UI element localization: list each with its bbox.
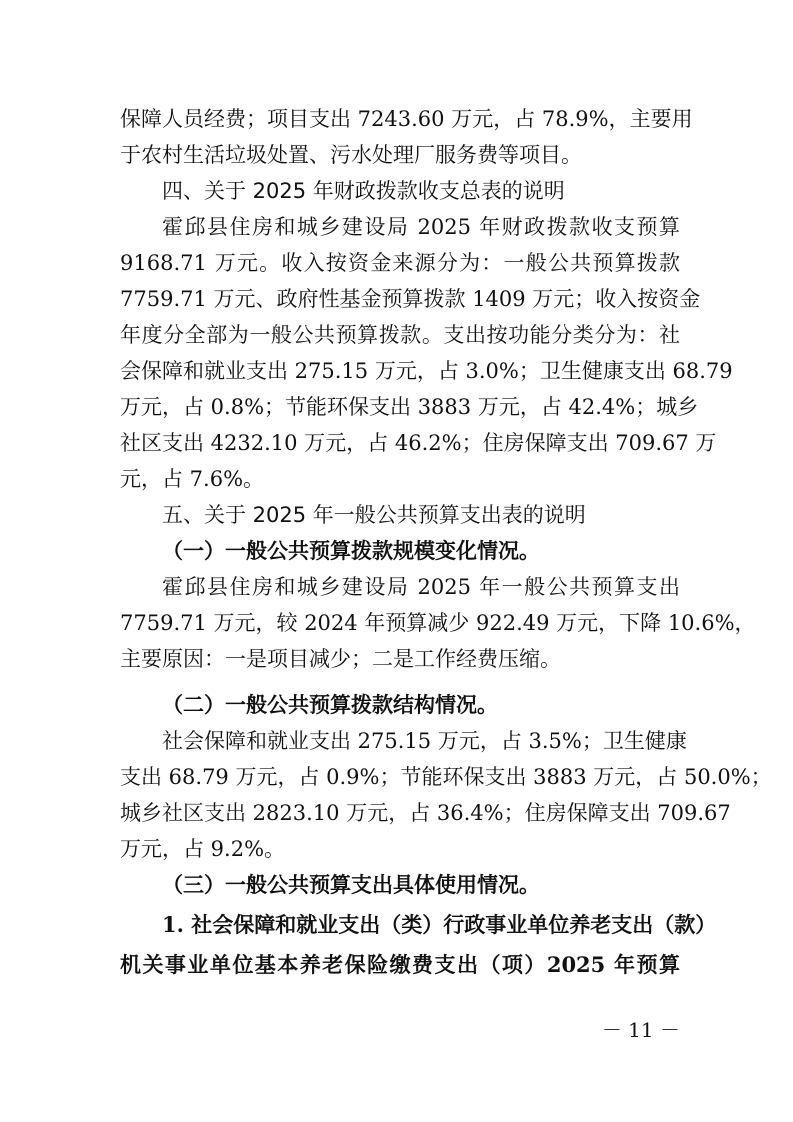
body-text-line: 霍邱县住房和城乡建设局 2025 年财政拨款收支预算 xyxy=(162,215,680,239)
body-text-line: 7759.71 万元，较 2024 年预算减少 922.49 万元，下降 10.6%， xyxy=(120,611,756,635)
body-text-line: 于农村生活垃圾处置、污水处理厂服务费等项目。 xyxy=(120,143,582,167)
body-text-line: 年度分全部为一般公共预算拨款。支出按功能分类分为：社 xyxy=(120,323,680,347)
page-number: － 11 － xyxy=(601,1018,680,1042)
item-heading: 机关事业单位基本养老保险缴费支出（项）2025 年预算 xyxy=(120,952,680,977)
subsection-heading: （二）一般公共预算拨款结构情况。 xyxy=(162,692,498,717)
subsection-heading: （三）一般公共预算支出具体使用情况。 xyxy=(162,872,540,897)
subsection-heading: （一）一般公共预算拨款规模变化情况。 xyxy=(162,538,540,563)
body-text-line: 7759.71 万元、政府性基金预算拨款 1409 万元；收入按资金 xyxy=(120,287,701,311)
body-text-line: 社会保障和就业支出 275.15 万元，占 3.5%；卫生健康 xyxy=(162,729,687,753)
body-text-line: 支出 68.79 万元，占 0.9%；节能环保支出 3883 万元，占 50.0%； xyxy=(120,765,772,789)
section-heading: 五、关于 2025 年一般公共预算支出表的说明 xyxy=(162,503,586,527)
section-heading: 四、关于 2025 年财政拨款收支总表的说明 xyxy=(162,179,565,203)
body-text-line: 会保障和就业支出 275.15 万元，占 3.0%；卫生健康支出 68.79 xyxy=(120,359,733,383)
body-text-line: 万元，占 0.8%；节能环保支出 3883 万元，占 42.4%；城乡 xyxy=(120,395,699,419)
item-heading: 1. 社会保障和就业支出（类）行政事业单位养老支出（款） xyxy=(162,912,717,937)
body-text-line: 城乡社区支出 2823.10 万元，占 36.4%；住房保障支出 709.67 xyxy=(120,801,731,825)
body-text-line: 主要原因：一是项目减少；二是工作经费压缩。 xyxy=(120,647,561,671)
body-text-line: 万元，占 9.2%。 xyxy=(120,837,286,861)
body-text-line: 保障人员经费；项目支出 7243.60 万元，占 78.9%，主要用 xyxy=(120,107,693,131)
body-text-line: 社区支出 4232.10 万元，占 46.2%；住房保障支出 709.67 万 xyxy=(120,431,717,455)
body-text-line: 元，占 7.6%。 xyxy=(120,467,265,491)
body-text-line: 9168.71 万元。收入按资金来源分为：一般公共预算拨款 xyxy=(120,251,680,275)
body-text-line: 霍邱县住房和城乡建设局 2025 年一般公共预算支出 xyxy=(162,575,680,599)
